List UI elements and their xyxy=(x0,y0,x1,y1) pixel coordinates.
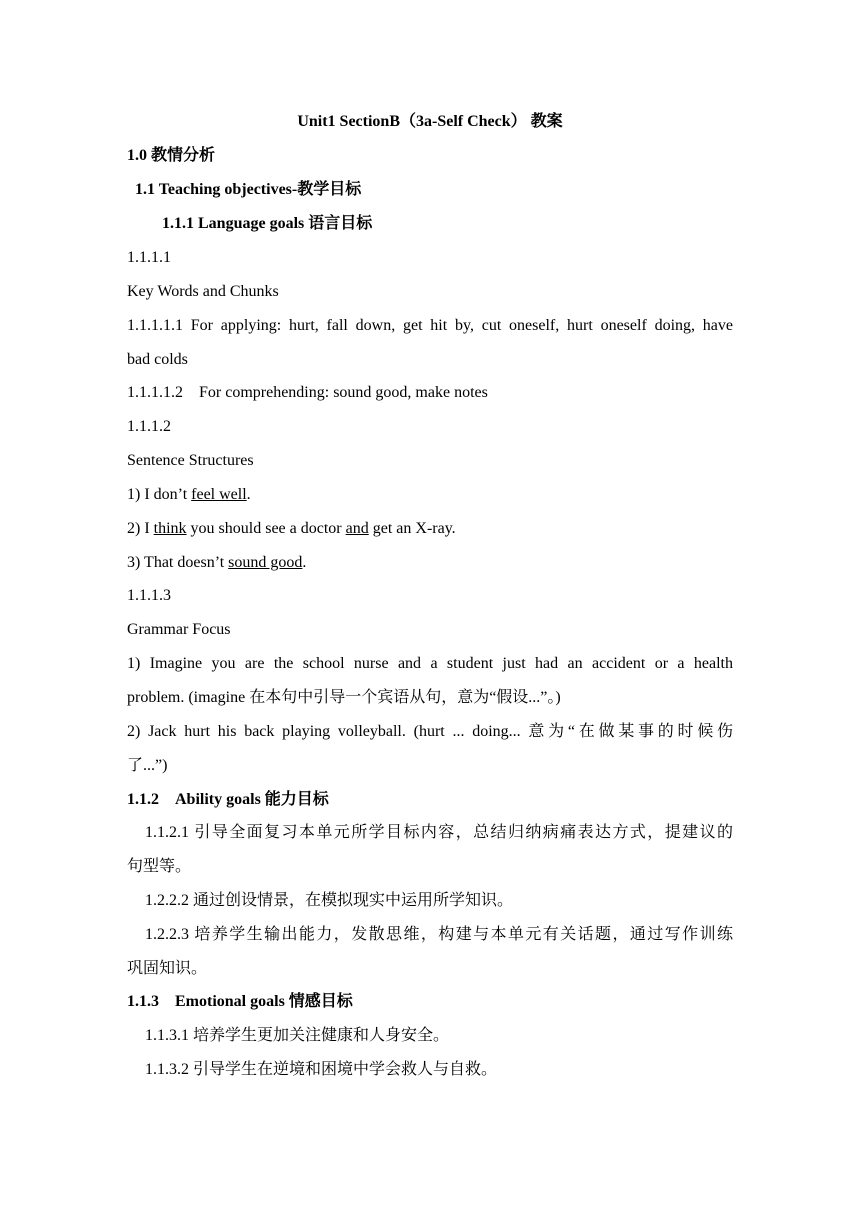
key-words-heading: Key Words and Chunks xyxy=(127,283,279,300)
section-number-1-1-1-2: 1.1.1.2 xyxy=(127,418,171,435)
sentence-1-end: . xyxy=(246,486,251,503)
ability-1-line-2: 句型等。 xyxy=(127,858,192,875)
section-heading-1-0: 1.0 教情分析 xyxy=(127,147,216,164)
emotional-1: 1.1.3.1 培养学生更加关注健康和人身安全。 xyxy=(145,1027,450,1044)
sentence-2-text: 2) I xyxy=(127,520,154,537)
grammar-2-line-2: 了...”) xyxy=(127,757,168,774)
section-number-1-1-1-3: 1.1.1.3 xyxy=(127,587,171,604)
sentence-2 xyxy=(127,519,733,539)
applying-line-1: 1.1.1.1.1 For applying: hurt, fall down, get hit by, cut oneself, hurt oneself doing, have xyxy=(127,317,733,334)
emotional-goals-heading: 1.1.3 Emotional goals 情感目标 xyxy=(127,993,353,1010)
sentence-1-underlined: feel well xyxy=(191,486,247,503)
ability-goals-heading: 1.1.2 Ability goals 能力目标 xyxy=(127,791,329,808)
sentence-1-text: 1) I don’t xyxy=(127,486,192,503)
applying-line-2: bad colds xyxy=(127,351,188,368)
sentence-2-middle: you should see a doctor xyxy=(186,520,346,537)
grammar-2-line-1: 2) Jack hurt his back playing volleyball. (hurt ... doing... 意为“在做某事的时候伤 xyxy=(127,723,733,740)
comprehending-line: 1.1.1.1.2 For comprehending: sound good, make notes xyxy=(127,384,488,401)
emotional-2: 1.1.3.2 引导学生在逆境和困境中学会救人与自救。 xyxy=(145,1061,498,1078)
sentence-1 xyxy=(127,485,733,505)
grammar-focus-heading: Grammar Focus xyxy=(127,621,231,638)
sentence-3-underlined: sound good xyxy=(228,554,303,571)
section-number-1-1-1-1: 1.1.1.1 xyxy=(127,249,171,266)
sentence-3-text: 3) That doesn’t xyxy=(127,554,229,571)
sentence-structures-heading: Sentence Structures xyxy=(127,452,254,469)
ability-3-line-2: 巩固知识。 xyxy=(127,960,208,977)
sentence-2-underlined-2: and xyxy=(345,520,369,537)
sentence-2-underlined-1: think xyxy=(153,520,187,537)
sentence-2-end: get an X-ray. xyxy=(368,520,456,537)
section-heading-1-1: 1.1 Teaching objectives-教学目标 xyxy=(135,181,362,198)
grammar-1-line-2: problem. (imagine 在本句中引导一个宾语从句，意为“假设...”。) xyxy=(127,689,561,706)
ability-1-line-1: 1.1.2.1 引导全面复习本单元所学目标内容，总结归纳病痛表达方式，提建议的 xyxy=(145,824,733,841)
sentence-3-end: . xyxy=(302,554,307,571)
ability-3-line-1: 1.2.2.3 培养学生输出能力，发散思维，构建与本单元有关话题，通过写作训练 xyxy=(145,926,733,943)
page-title: Unit1 SectionB（3a-Self Check） 教案 xyxy=(297,113,563,130)
section-heading-1-1-1: 1.1.1 Language goals 语言目标 xyxy=(162,215,373,232)
grammar-1-line-1: 1) Imagine you are the school nurse and a student just had an accident or a health xyxy=(127,655,733,672)
ability-2: 1.2.2.2 通过创设情景，在模拟现实中运用所学知识。 xyxy=(145,892,514,909)
sentence-3 xyxy=(127,553,733,573)
